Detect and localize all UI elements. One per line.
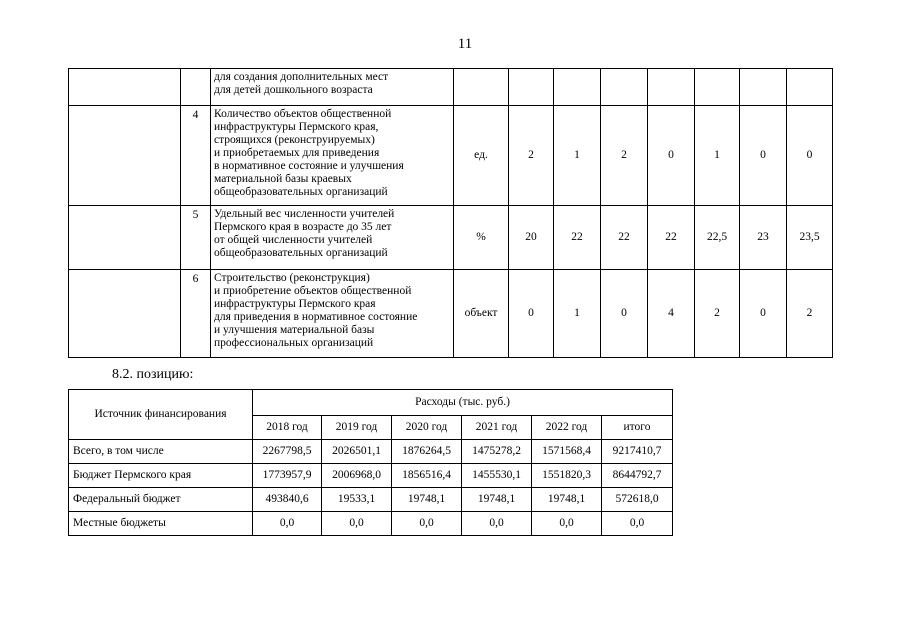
description-line: материальной базы краевых	[214, 173, 352, 186]
indicators-table	[68, 68, 833, 358]
unit-cell: ед.	[454, 106, 509, 206]
source-header: Источник финансирования	[69, 390, 253, 440]
amount-cell: 572618,0	[602, 488, 673, 512]
indicator-description	[211, 269, 454, 357]
blank-cell	[69, 69, 181, 106]
value-cell: 22	[601, 206, 648, 269]
value-cell: 4	[648, 269, 695, 357]
description-line: для приведения в нормативное состояние	[214, 310, 418, 323]
financing-row	[69, 488, 673, 512]
year-header: 2020 год	[392, 416, 462, 440]
value-cell: 1	[554, 106, 601, 206]
blank-cell	[69, 206, 181, 269]
value-cell: 0	[740, 269, 787, 357]
value-cell: 0	[787, 106, 833, 206]
year-header: 2022 год	[532, 416, 602, 440]
amount-cell: 493840,6	[253, 488, 322, 512]
year-header: итого	[602, 416, 673, 440]
value-cell	[648, 69, 695, 106]
amount-cell: 19533,1	[322, 488, 392, 512]
source-label: Всего, в том числе	[69, 440, 253, 464]
row-number	[181, 69, 211, 106]
value-cell: 22	[554, 206, 601, 269]
value-cell: 2	[509, 106, 554, 206]
amount-cell: 1856516,4	[392, 464, 462, 488]
amount-cell: 1475278,2	[462, 440, 532, 464]
section-title: 8.2. позицию:	[112, 367, 194, 382]
unit-cell: %	[454, 206, 509, 269]
value-cell: 22,5	[695, 206, 740, 269]
value-cell: 22	[648, 206, 695, 269]
value-cell: 23	[740, 206, 787, 269]
value-cell: 0	[509, 269, 554, 357]
description-line: Количество объектов общественной	[214, 108, 392, 121]
financing-table	[68, 389, 673, 536]
value-cell: 2	[787, 269, 833, 357]
blank-cell	[69, 269, 181, 357]
financing-row	[69, 464, 673, 488]
indicator-description	[211, 69, 454, 106]
financing-header-row	[69, 390, 673, 416]
amount-cell: 1876264,5	[392, 440, 462, 464]
source-label: Бюджет Пермского края	[69, 464, 253, 488]
amount-cell: 0,0	[462, 512, 532, 536]
description-line: общеобразовательных организаций	[214, 186, 388, 199]
value-cell: 2	[601, 106, 648, 206]
value-cell: 2	[695, 269, 740, 357]
amount-cell: 19748,1	[532, 488, 602, 512]
blank-cell	[69, 106, 181, 206]
amount-cell: 19748,1	[462, 488, 532, 512]
financing-row	[69, 512, 673, 536]
row-number: 5	[181, 206, 211, 269]
description-line: и приобретение объектов общественной	[214, 284, 412, 297]
amount-cell: 1571568,4	[532, 440, 602, 464]
description-line: для создания дополнительных мест	[214, 71, 389, 83]
amount-cell: 0,0	[322, 512, 392, 536]
indicator-description	[211, 106, 454, 206]
description-line: и приобретаемых для приведения	[214, 147, 380, 160]
value-cell: 1	[695, 106, 740, 206]
table-row	[69, 269, 833, 357]
page-number: 11	[457, 36, 473, 52]
unit-cell: объект	[454, 269, 509, 357]
value-cell	[787, 69, 833, 106]
value-cell: 20	[509, 206, 554, 269]
value-cell	[509, 69, 554, 106]
year-header: 2019 год	[322, 416, 392, 440]
row-number: 4	[181, 106, 211, 206]
amount-cell: 2267798,5	[253, 440, 322, 464]
description-line: Пермского края в возрасте до 35 лет	[214, 221, 392, 234]
description-line: в нормативное состояние и улучшения	[214, 160, 404, 173]
description-line: Удельный вес численности учителей	[214, 208, 395, 221]
amount-cell: 2026501,1	[322, 440, 392, 464]
indicator-description	[211, 206, 454, 269]
amount-cell: 0,0	[532, 512, 602, 536]
value-cell: 0	[601, 269, 648, 357]
description-line: Строительство (реконструкция)	[214, 271, 370, 284]
amount-cell: 0,0	[253, 512, 322, 536]
table-row	[69, 69, 833, 106]
amount-cell: 0,0	[392, 512, 462, 536]
value-cell: 0	[740, 106, 787, 206]
description-line: инфраструктуры Пермского края	[214, 297, 376, 310]
amount-cell: 8644792,7	[602, 464, 673, 488]
amount-cell: 2006968,0	[322, 464, 392, 488]
unit-cell	[454, 69, 509, 106]
value-cell	[554, 69, 601, 106]
source-label: Федеральный бюджет	[69, 488, 253, 512]
amount-cell: 0,0	[602, 512, 673, 536]
value-cell: 0	[648, 106, 695, 206]
amount-cell: 1455530,1	[462, 464, 532, 488]
amount-cell: 1773957,9	[253, 464, 322, 488]
table-row	[69, 206, 833, 269]
row-number: 6	[181, 269, 211, 357]
description-line: для детей дошкольного возраста	[214, 84, 373, 96]
description-line: инфраструктуры Пермского края,	[214, 121, 379, 134]
amount-cell: 1551820,3	[532, 464, 602, 488]
year-header: 2018 год	[253, 416, 322, 440]
expenses-header: Расходы (тыс. руб.)	[253, 390, 673, 416]
value-cell: 1	[554, 269, 601, 357]
value-cell	[695, 69, 740, 106]
description-line: от общей численности учителей	[214, 234, 373, 247]
amount-cell: 9217410,7	[602, 440, 673, 464]
description-line: и улучшения материальной базы	[214, 323, 375, 336]
description-line: общеобразовательных организаций	[214, 247, 388, 260]
value-cell: 23,5	[787, 206, 833, 269]
year-header: 2021 год	[462, 416, 532, 440]
value-cell	[601, 69, 648, 106]
description-line: строящихся (реконструируемых)	[214, 134, 375, 147]
description-line: профессиональных организаций	[214, 336, 374, 349]
source-label: Местные бюджеты	[69, 512, 253, 536]
financing-row	[69, 440, 673, 464]
value-cell	[740, 69, 787, 106]
table-row	[69, 106, 833, 206]
amount-cell: 19748,1	[392, 488, 462, 512]
